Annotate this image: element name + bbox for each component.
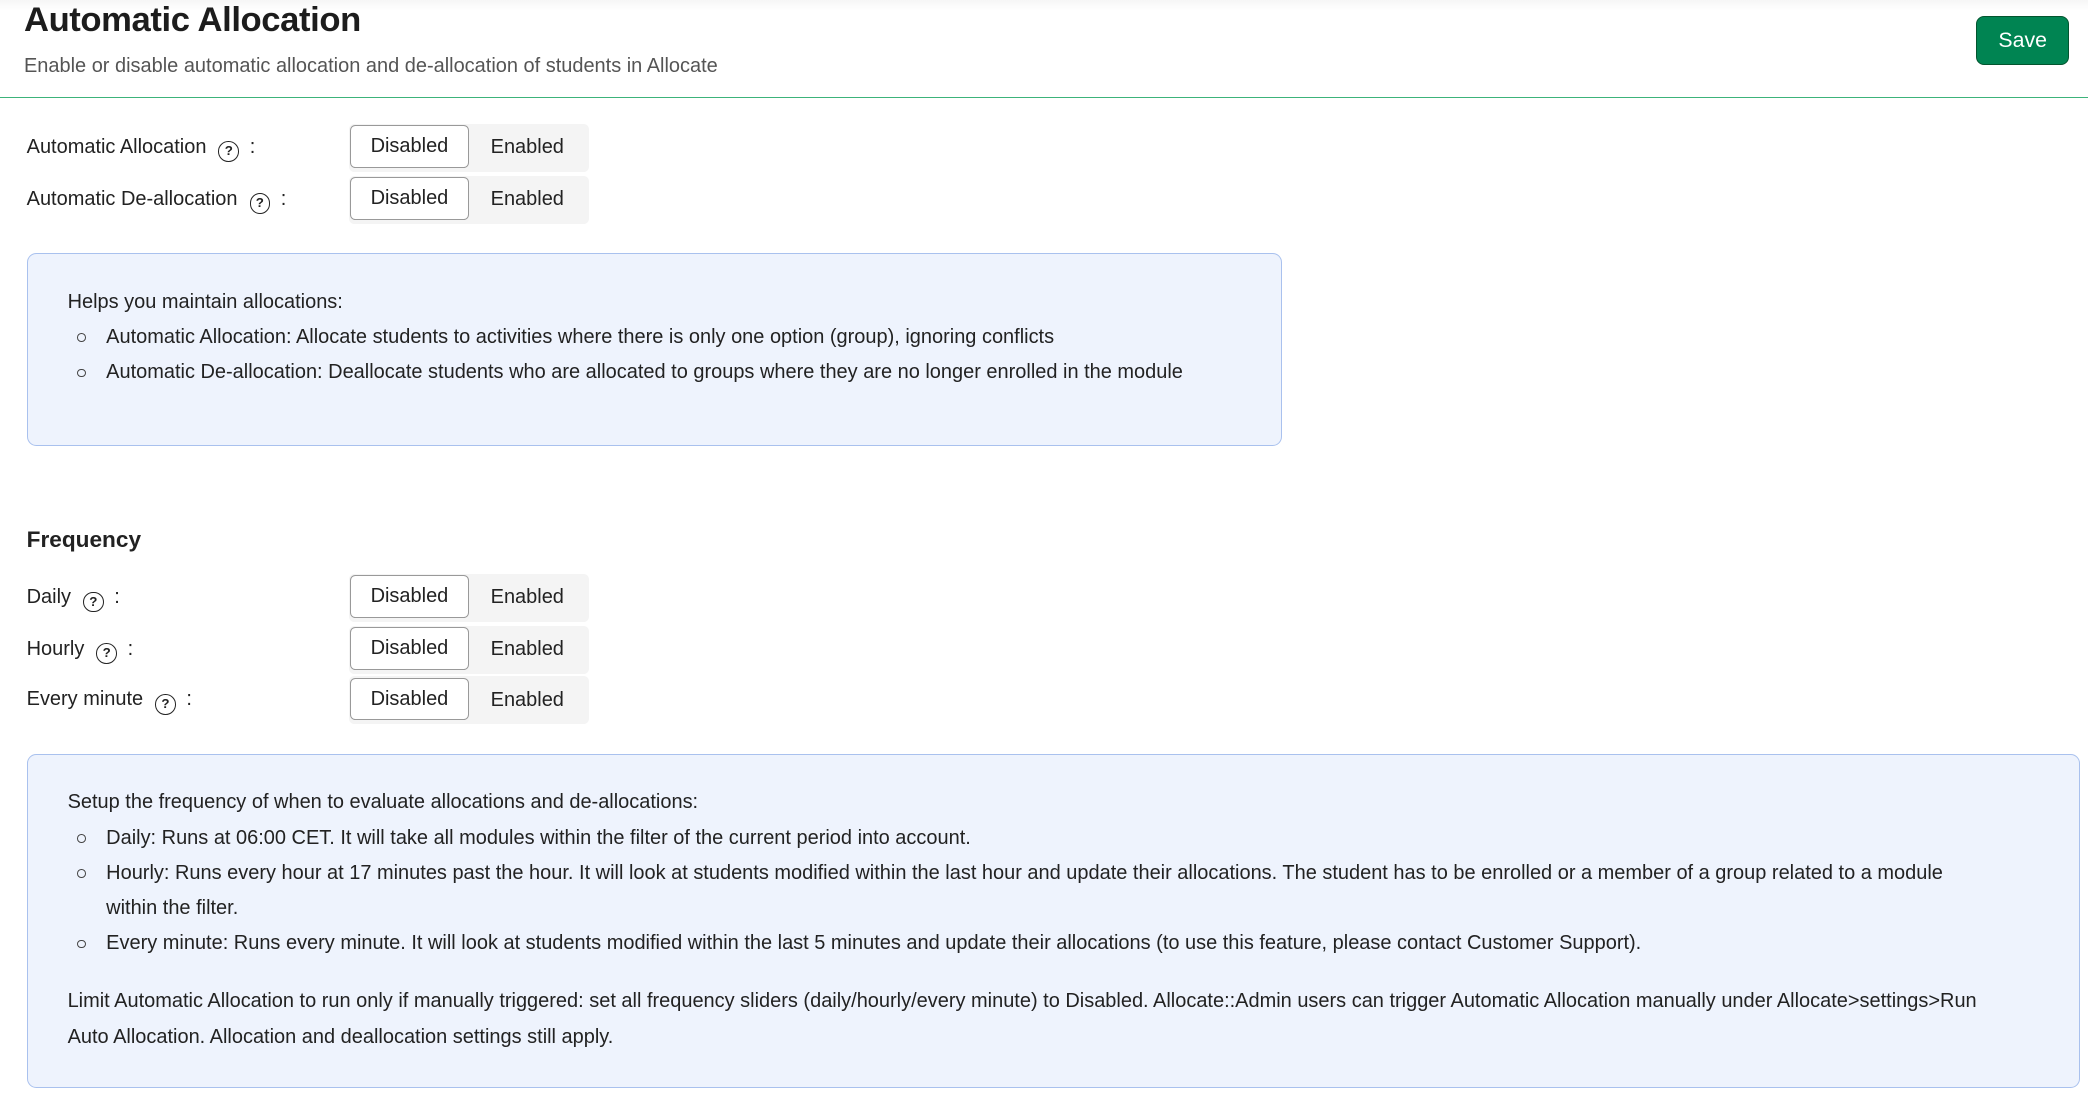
disabled-option[interactable]: Disabled [350,177,469,220]
disabled-option[interactable]: Disabled [350,678,469,721]
info-item: Automatic Allocation: Allocate students to activities where there is only one option (group), ignoring conflicts [106,320,1281,355]
info-intro: Setup the frequency of when to evaluate allocations and de-allocations: [67,791,699,814]
every-minute-label: Every minute [26,688,144,711]
disabled-option[interactable]: Disabled [350,627,469,670]
enabled-option[interactable]: Enabled [471,627,583,672]
enabled-option[interactable]: Enabled [471,125,583,170]
automatic-deallocation-toggle [349,176,589,224]
save-button[interactable]: Save [1976,16,2069,65]
automatic-allocation-toggle [349,124,589,172]
help-icon[interactable]: ? [155,694,176,715]
enabled-option[interactable]: Enabled [471,678,583,723]
automatic-deallocation-label: Automatic De-allocation [26,187,238,210]
help-icon[interactable]: ? [218,141,239,162]
automatic-deallocation-row: Automatic De-allocation ? : Disabled Enabled [27,174,600,225]
frequency-heading: Frequency [26,527,142,553]
page-header [0,0,2088,98]
info-intro: Helps you maintain allocations: [67,290,343,313]
daily-row: Daily ? : Disabled Enabled [27,573,600,624]
frequency-info-box [27,754,2080,1088]
help-icon[interactable]: ? [83,592,104,613]
hourly-label: Hourly [26,637,85,660]
info-item: Every minute: Runs every minute. It will look at students modified within the last 5 minutes and update their allocations (to use this feature, please contact Customer Support). [106,926,1999,961]
automatic-allocation-label: Automatic Allocation [26,135,207,158]
info-note: Limit Automatic Allocation to run only if manually triggered: set all frequency sliders (daily/hourly/every minute) to Disabled. Allocate::Admin users can trigger Automatic Allocation manually under Allocate>settings>Run Auto Allocation. Allocation and deallocation settings still apply. [67,990,1977,1048]
help-icon[interactable]: ? [96,643,117,664]
enabled-option[interactable]: Enabled [471,177,583,222]
hourly-row: Hourly ? : Disabled Enabled [27,625,600,676]
disabled-option[interactable]: Disabled [350,125,469,168]
disabled-option[interactable]: Disabled [350,575,469,618]
help-icon[interactable]: ? [250,193,271,214]
daily-toggle [349,574,589,622]
info-item: Automatic De-allocation: Deallocate students who are allocated to groups where they are no longer enrolled in the module [106,355,1281,390]
automatic-allocation-row: Automatic Allocation ? : Disabled Enabled [27,123,600,174]
info-item: Hourly: Runs every hour at 17 minutes past the hour. It will look at students modified within the last hour and update their allocations. The student has to be enrolled or a member of a group related to a module within the filter. [106,856,1999,927]
page-subtitle: Enable or disable automatic allocation and de-allocation of students in Allocate [23,54,718,77]
enabled-option[interactable]: Enabled [471,575,583,620]
page-title: Automatic Allocation [23,1,361,40]
daily-label: Daily [26,585,72,608]
every-minute-toggle [349,676,589,724]
allocation-info-box [27,253,1283,446]
hourly-toggle [349,626,589,674]
every-minute-row: Every minute ? : Disabled Enabled [27,675,600,726]
info-item: Daily: Runs at 06:00 CET. It will take all modules within the filter of the current period into account. [106,821,1999,856]
